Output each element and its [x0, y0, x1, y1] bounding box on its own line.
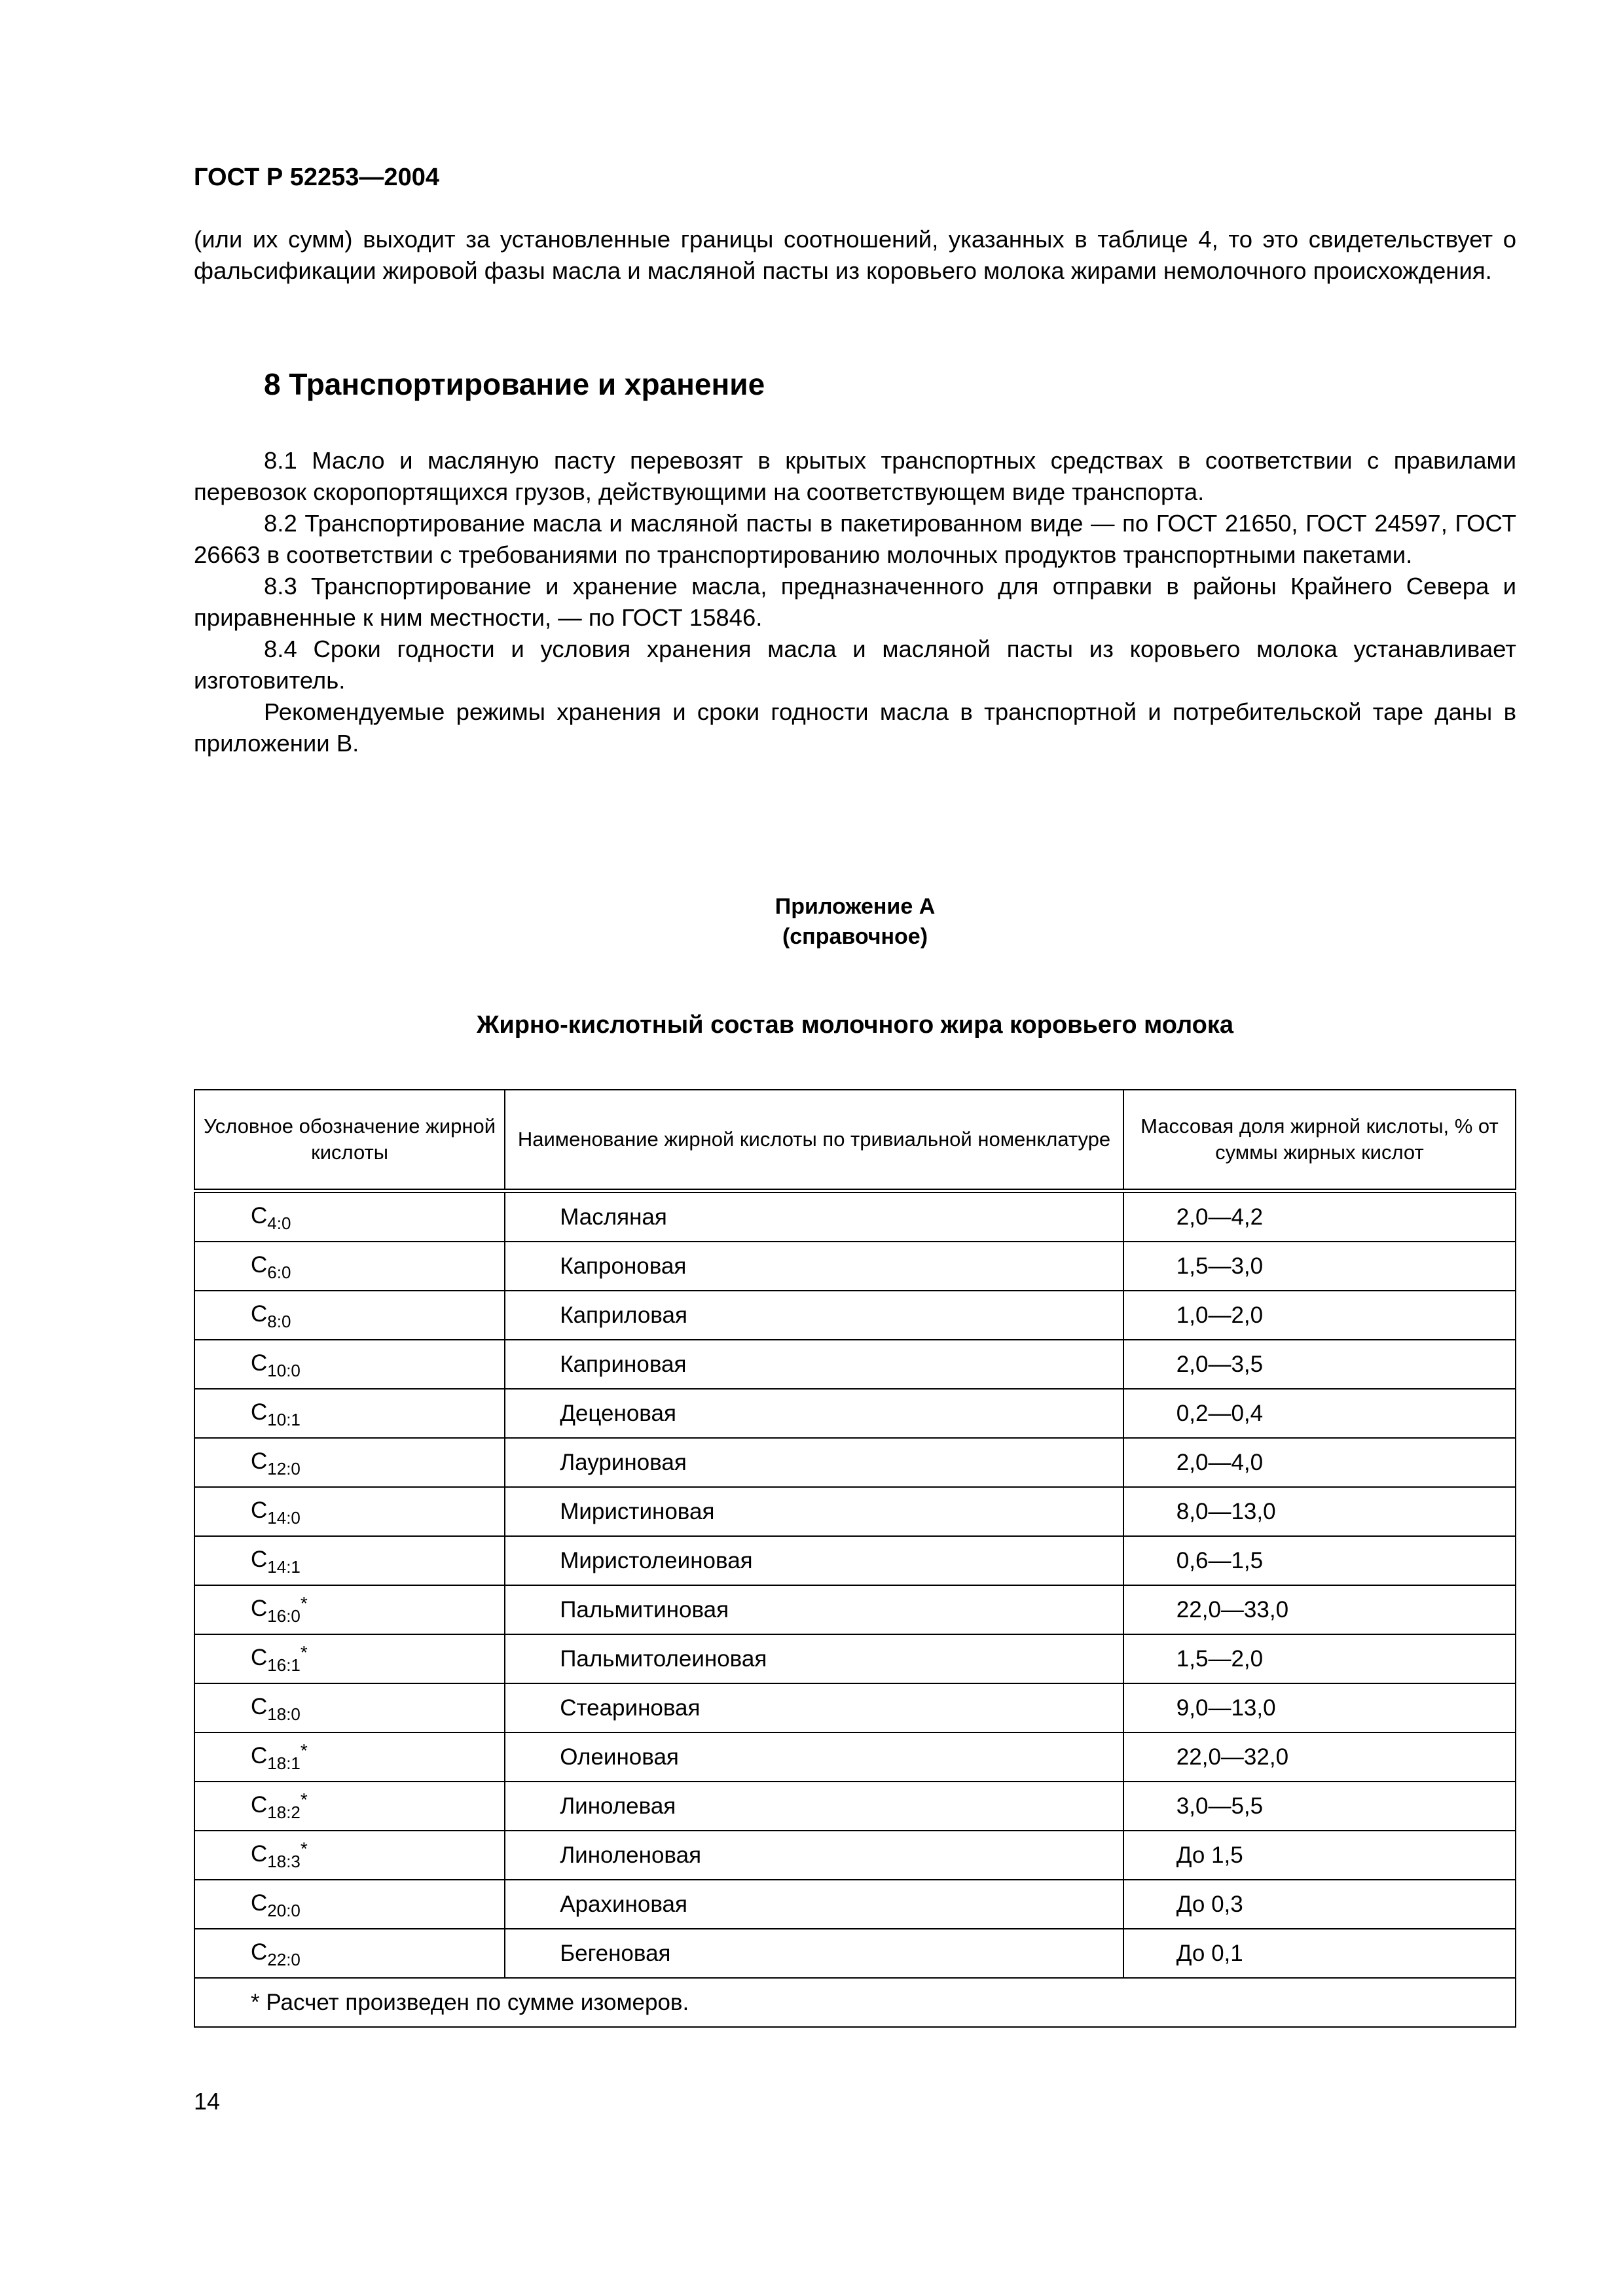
designation-base: C — [251, 1743, 268, 1768]
acid-designation — [194, 1191, 505, 1242]
designation-base: C — [251, 1252, 268, 1278]
table-row — [194, 1929, 1516, 1978]
acid-mass-fraction: 8,0—13,0 — [1123, 1487, 1516, 1536]
page-number: 14 — [194, 2088, 221, 2115]
acid-mass-fraction: 1,5—3,0 — [1123, 1242, 1516, 1291]
acid-designation — [194, 1880, 505, 1929]
appendix-title: Приложение А — [775, 894, 936, 919]
acid-mass-fraction: До 0,1 — [1123, 1929, 1516, 1978]
designation-base: C — [251, 1596, 268, 1621]
paragraph-recommendation: Рекомендуемые режимы хранения и сроки годности масла в транспортной и потребительской таре даны в приложении В. — [194, 698, 1516, 757]
acid-mass-fraction: 22,0—32,0 — [1123, 1732, 1516, 1782]
designation-base: C — [251, 1399, 268, 1425]
acid-name: Каприловая — [505, 1291, 1123, 1340]
designation-subscript: 18:0 — [267, 1704, 301, 1724]
designation-base: C — [251, 1890, 268, 1916]
acid-name: Лауриновая — [505, 1438, 1123, 1487]
table-row — [194, 1340, 1516, 1389]
acid-name: Олеиновая — [505, 1732, 1123, 1782]
acid-mass-fraction: До 1,5 — [1123, 1831, 1516, 1880]
acid-name: Капроновая — [505, 1242, 1123, 1291]
acid-designation — [194, 1634, 505, 1683]
acid-mass-fraction: 1,0—2,0 — [1123, 1291, 1516, 1340]
acid-name: Деценовая — [505, 1389, 1123, 1438]
acid-mass-fraction: 3,0—5,5 — [1123, 1782, 1516, 1831]
designation-subscript: 14:0 — [267, 1508, 301, 1528]
acid-designation — [194, 1929, 505, 1978]
table-row — [194, 1585, 1516, 1634]
table-row — [194, 1487, 1516, 1536]
acid-designation — [194, 1831, 505, 1880]
table-title: Жирно-кислотный состав молочного жира коровьего молока — [476, 1011, 1233, 1039]
designation-subscript: 18:1 — [267, 1753, 301, 1773]
acid-name: Линоленовая — [505, 1831, 1123, 1880]
acid-name: Бегеновая — [505, 1929, 1123, 1978]
table-footnote: * Расчет произведен по сумме изомеров. — [194, 1978, 1516, 2027]
acid-designation — [194, 1242, 505, 1291]
designation-base: C — [251, 1498, 268, 1523]
acid-name: Каприновая — [505, 1340, 1123, 1389]
table-row — [194, 1242, 1516, 1291]
isomer-footnote-mark: * — [300, 1839, 308, 1859]
designation-subscript: 18:3 — [267, 1852, 301, 1871]
acid-name: Миристолеиновая — [505, 1536, 1123, 1585]
acid-mass-fraction: 1,5—2,0 — [1123, 1634, 1516, 1683]
acid-name: Арахиновая — [505, 1880, 1123, 1929]
designation-base: C — [251, 1448, 268, 1474]
acid-mass-fraction: До 0,3 — [1123, 1880, 1516, 1929]
acid-mass-fraction: 2,0—4,2 — [1123, 1191, 1516, 1242]
acid-designation — [194, 1683, 505, 1732]
table-row — [194, 1782, 1516, 1831]
acid-mass-fraction: 22,0—33,0 — [1123, 1585, 1516, 1634]
section-title: 8 Транспортирование и хранение — [264, 367, 765, 401]
acid-designation — [194, 1782, 505, 1831]
paragraph-8-2: 8.2 Транспортирование масла и масляной пасты в пакетированном виде — по ГОСТ 21650, ГОСТ 24597, ГОСТ 26663 в соответствии с требованиями по транспортированию молочных продуктов транспортными пакетами. — [194, 510, 1516, 568]
designation-base: C — [251, 1694, 268, 1719]
table-row — [194, 1389, 1516, 1438]
header-mass-fraction: Массовая доля жирной кислоты, % от суммы жирных кислот — [1123, 1090, 1516, 1191]
designation-subscript: 6:0 — [267, 1263, 291, 1282]
acid-designation — [194, 1389, 505, 1438]
acid-designation — [194, 1732, 505, 1782]
acid-designation — [194, 1487, 505, 1536]
paragraph-8-1: 8.1 Масло и масляную пасту перевозят в крытых транспортных средствах в соответствии с правилами перевозок скоропортящихся грузов, действующими на соответствующем виде транспорта. — [194, 447, 1516, 505]
acid-designation — [194, 1438, 505, 1487]
designation-base: C — [251, 1301, 268, 1327]
intro-paragraph: (или их сумм) выходит за установленные границы соотношений, указанных в таблице 4, то это свидетельствует о фальсификации жировой фазы масла и масляной пасты из коровьего молока жирами немолочного происхождения. — [194, 226, 1516, 284]
designation-subscript: 22:0 — [267, 1950, 301, 1969]
acid-name: Пальмитолеиновая — [505, 1634, 1123, 1683]
acid-mass-fraction: 0,6—1,5 — [1123, 1536, 1516, 1585]
designation-subscript: 4:0 — [267, 1213, 291, 1233]
section-body — [194, 445, 1516, 759]
acid-mass-fraction: 9,0—13,0 — [1123, 1683, 1516, 1732]
designation-subscript: 18:2 — [267, 1803, 301, 1822]
isomer-footnote-mark: * — [300, 1740, 308, 1761]
acid-mass-fraction: 2,0—3,5 — [1123, 1340, 1516, 1389]
table-row — [194, 1831, 1516, 1880]
acid-designation — [194, 1536, 505, 1585]
isomer-footnote-mark: * — [300, 1642, 308, 1662]
acid-name: Миристиновая — [505, 1487, 1123, 1536]
appendix-heading — [194, 891, 1516, 952]
designation-subscript: 14:1 — [267, 1557, 301, 1577]
header-name: Наименование жирной кислоты по тривиальной номенклатуре — [505, 1090, 1123, 1191]
table-footnote-row — [194, 1978, 1516, 2027]
paragraph-8-4: 8.4 Сроки годности и условия хранения масла и масляной пасты из коровьего молока устанавливает изготовитель. — [194, 636, 1516, 694]
designation-base: C — [251, 1350, 268, 1376]
designation-subscript: 10:0 — [267, 1361, 301, 1380]
designation-subscript: 20:0 — [267, 1901, 301, 1920]
acid-name: Линолевая — [505, 1782, 1123, 1831]
designation-base: C — [251, 1547, 268, 1572]
table-row — [194, 1438, 1516, 1487]
acid-designation — [194, 1340, 505, 1389]
table-row — [194, 1634, 1516, 1683]
designation-subscript: 16:1 — [267, 1655, 301, 1675]
designation-base: C — [251, 1939, 268, 1965]
designation-base: C — [251, 1841, 268, 1867]
designation-subscript: 16:0 — [267, 1606, 301, 1626]
document-code-header: ГОСТ Р 52253—2004 — [194, 164, 439, 191]
acid-designation — [194, 1291, 505, 1340]
fatty-acid-table — [194, 1089, 1516, 2028]
designation-base: C — [251, 1645, 268, 1670]
table-row — [194, 1880, 1516, 1929]
acid-mass-fraction: 0,2—0,4 — [1123, 1389, 1516, 1438]
acid-name: Стеариновая — [505, 1683, 1123, 1732]
appendix-subtitle: (справочное) — [782, 924, 928, 949]
table-row — [194, 1536, 1516, 1585]
designation-base: C — [251, 1792, 268, 1818]
header-designation: Условное обозначение жирной кислоты — [194, 1090, 505, 1191]
table-row — [194, 1683, 1516, 1732]
isomer-footnote-mark: * — [300, 1789, 308, 1810]
table-row — [194, 1732, 1516, 1782]
table-row — [194, 1291, 1516, 1340]
designation-base: C — [251, 1203, 268, 1229]
designation-subscript: 10:1 — [267, 1410, 301, 1429]
table-row — [194, 1191, 1516, 1242]
designation-subscript: 12:0 — [267, 1459, 301, 1479]
acid-name: Масляная — [505, 1191, 1123, 1242]
designation-subscript: 8:0 — [267, 1312, 291, 1331]
acid-name: Пальмитиновая — [505, 1585, 1123, 1634]
isomer-footnote-mark: * — [300, 1593, 308, 1613]
acid-mass-fraction: 2,0—4,0 — [1123, 1438, 1516, 1487]
acid-designation — [194, 1585, 505, 1634]
table-header-row — [194, 1090, 1516, 1191]
paragraph-8-3: 8.3 Транспортирование и хранение масла, предназначенного для отправки в районы Крайнего Севера и приравненные к ним местности, — по ГОСТ 15846. — [194, 573, 1516, 631]
